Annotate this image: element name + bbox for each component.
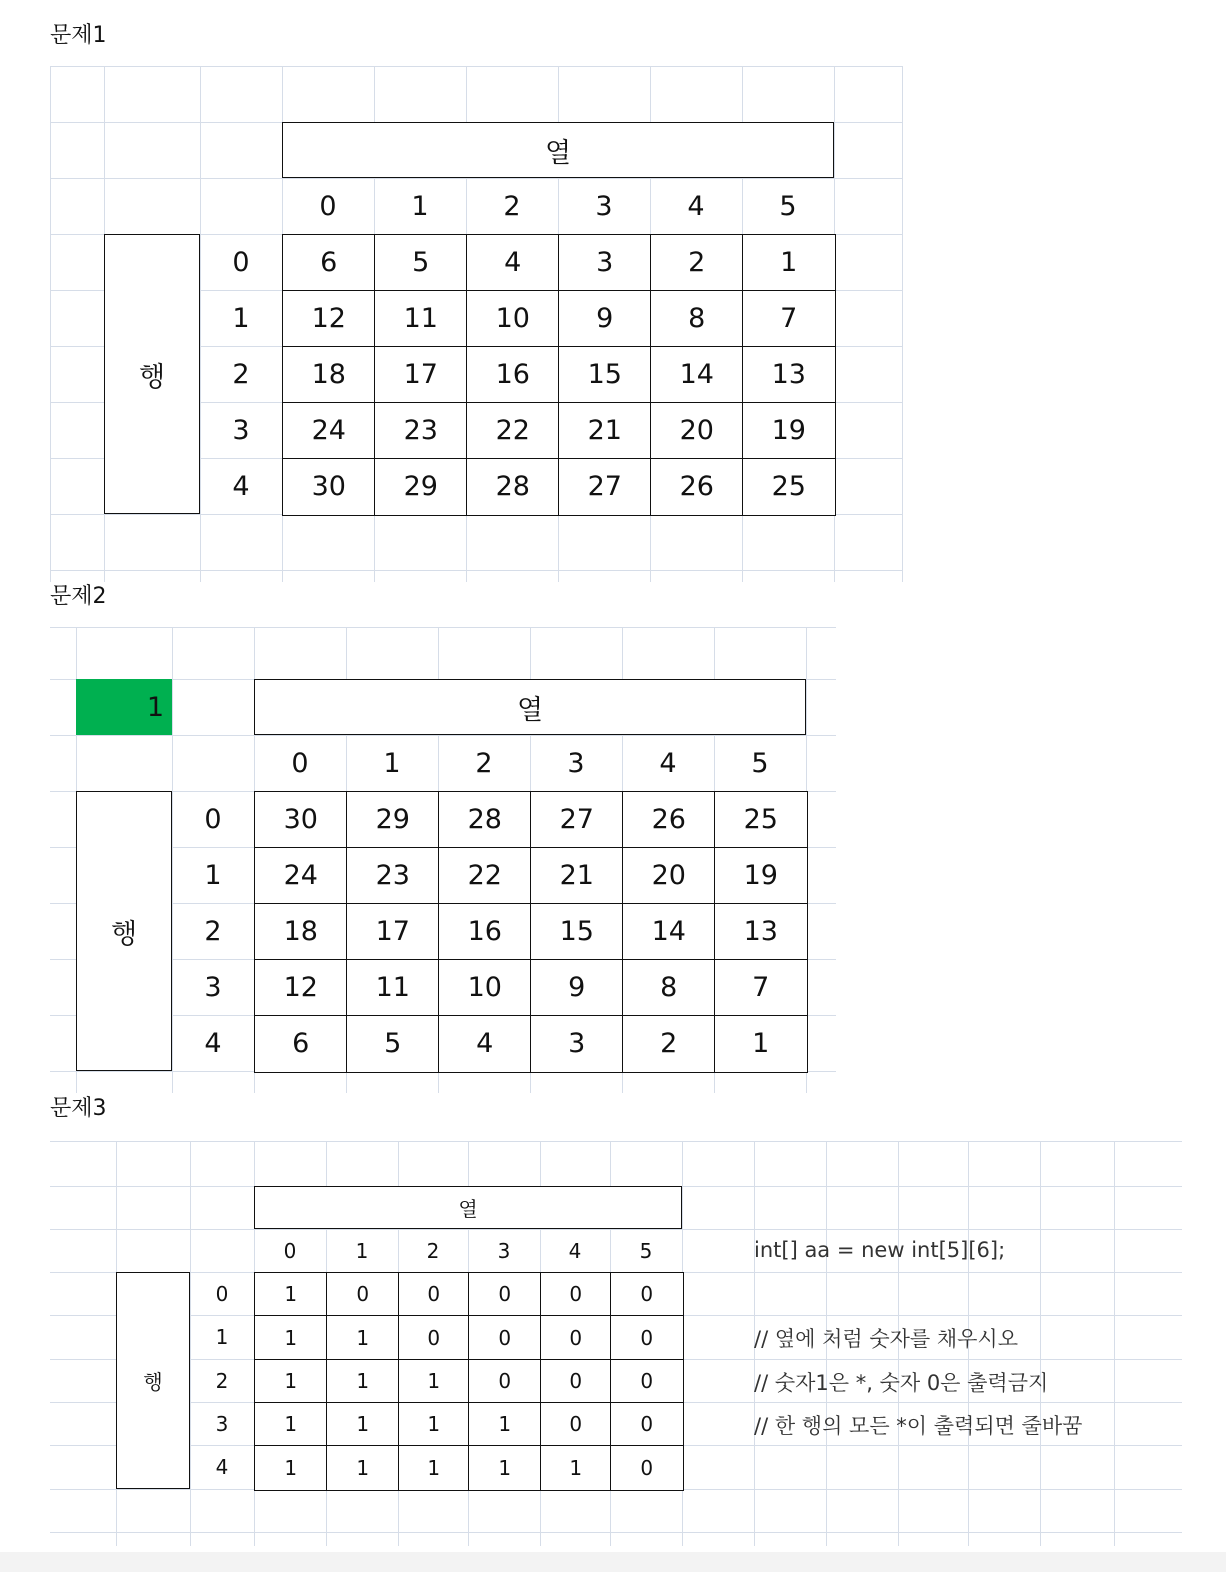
column-index: 4 <box>687 190 705 222</box>
highlighted-cell[interactable]: 1 <box>76 679 172 735</box>
table-cell[interactable]: 8 <box>650 290 744 348</box>
table-cell[interactable]: 12 <box>282 290 376 348</box>
table-cell[interactable]: 0 <box>468 1272 542 1317</box>
table-cell[interactable]: 11 <box>374 290 468 348</box>
gridline-vertical <box>1040 1141 1041 1546</box>
table-cell[interactable]: 1 <box>254 1359 328 1404</box>
table-cell[interactable]: 7 <box>742 290 836 348</box>
code-note: // 한 행의 모든 *이 출력되면 줄바꿈 <box>754 1414 1083 1438</box>
table-cell[interactable]: 24 <box>254 847 348 905</box>
table-cell[interactable]: 28 <box>466 458 560 516</box>
table-cell[interactable]: 0 <box>610 1359 684 1404</box>
row-index: 3 <box>215 1411 229 1436</box>
table-cell[interactable]: 0 <box>468 1315 542 1361</box>
table-cell[interactable]: 25 <box>742 458 836 516</box>
table-cell[interactable]: 1 <box>326 1445 400 1491</box>
table-cell[interactable]: 2 <box>650 234 744 292</box>
table-cell[interactable]: 13 <box>742 346 836 404</box>
column-index: 3 <box>497 1238 511 1263</box>
table-cell[interactable]: 21 <box>530 847 624 905</box>
gridline-vertical <box>902 66 903 582</box>
gridline-horizontal <box>50 66 902 67</box>
table-cell[interactable]: 1 <box>326 1359 400 1404</box>
row-index: 0 <box>204 803 222 835</box>
gridline-vertical <box>50 66 51 582</box>
table-cell[interactable]: 21 <box>558 402 652 460</box>
table-cell[interactable]: 1 <box>540 1445 612 1491</box>
row-index: 2 <box>204 915 222 947</box>
column-index: 5 <box>779 190 797 222</box>
row-header: 행 <box>76 791 172 1071</box>
table-cell[interactable]: 23 <box>374 402 468 460</box>
table-cell[interactable]: 1 <box>398 1402 470 1447</box>
column-index: 2 <box>503 190 521 222</box>
table-cell[interactable]: 0 <box>540 1272 612 1317</box>
row-index: 4 <box>215 1455 229 1479</box>
gridline-horizontal <box>50 570 902 571</box>
code-note: int[] aa = new int[5][6]; <box>754 1238 1006 1262</box>
table-cell[interactable]: 23 <box>346 847 440 905</box>
table-cell[interactable]: 0 <box>468 1359 542 1404</box>
row-index: 1 <box>232 302 250 334</box>
code-note: // 옆에 처럼 숫자를 채우시오 <box>754 1327 1018 1351</box>
table-cell[interactable]: 17 <box>346 903 440 961</box>
row-index: 3 <box>232 414 250 446</box>
table-cell[interactable]: 24 <box>282 402 376 460</box>
gridline-horizontal <box>50 1141 1182 1142</box>
column-index: 3 <box>595 190 613 222</box>
column-index: 2 <box>426 1238 440 1263</box>
table-cell[interactable]: 1 <box>326 1315 400 1361</box>
problem3-title: 문제3 <box>50 1096 107 1121</box>
table-cell[interactable]: 0 <box>540 1402 612 1447</box>
table-cell[interactable]: 14 <box>650 346 744 404</box>
table-cell[interactable]: 0 <box>610 1445 684 1491</box>
table-cell[interactable]: 11 <box>346 959 440 1017</box>
table-cell[interactable]: 6 <box>282 234 376 292</box>
table-cell[interactable]: 15 <box>530 903 624 961</box>
table-cell[interactable]: 4 <box>466 234 560 292</box>
table-cell[interactable]: 1 <box>254 1402 328 1447</box>
table-cell[interactable]: 17 <box>374 346 468 404</box>
table-cell[interactable]: 28 <box>438 791 532 849</box>
table-cell[interactable]: 9 <box>530 959 624 1017</box>
table-cell[interactable]: 3 <box>558 234 652 292</box>
table-cell[interactable]: 4 <box>438 1015 532 1073</box>
table-cell[interactable]: 1 <box>468 1445 542 1491</box>
table-cell[interactable]: 29 <box>374 458 468 516</box>
table-cell[interactable]: 27 <box>558 458 652 516</box>
table-cell[interactable]: 1 <box>398 1445 470 1491</box>
row-index: 3 <box>204 971 222 1003</box>
table-cell[interactable]: 0 <box>540 1359 612 1404</box>
column-index: 5 <box>639 1238 653 1263</box>
row-index: 2 <box>215 1368 229 1393</box>
table-cell[interactable]: 5 <box>374 234 468 292</box>
gridline-vertical <box>1114 1141 1115 1546</box>
column-index: 1 <box>355 1238 369 1263</box>
problem1-title: 문제1 <box>50 23 107 48</box>
table-cell[interactable]: 1 <box>254 1272 328 1317</box>
column-index: 4 <box>659 747 677 779</box>
column-index: 4 <box>568 1238 582 1263</box>
table-cell[interactable]: 7 <box>714 959 808 1017</box>
table-cell[interactable]: 30 <box>254 791 348 849</box>
table-cell[interactable]: 30 <box>282 458 376 516</box>
table-cell[interactable]: 3 <box>530 1015 624 1073</box>
row-index: 0 <box>232 246 250 278</box>
table-cell[interactable]: 1 <box>468 1402 542 1447</box>
table-cell[interactable]: 26 <box>650 458 744 516</box>
column-index: 1 <box>411 190 429 222</box>
table-cell[interactable]: 18 <box>282 346 376 404</box>
table-cell[interactable]: 1 <box>742 234 836 292</box>
row-index: 1 <box>204 859 222 891</box>
table-cell[interactable]: 14 <box>622 903 716 961</box>
table-cell[interactable]: 1 <box>326 1402 400 1447</box>
table-cell[interactable]: 0 <box>398 1272 470 1317</box>
table-cell[interactable]: 0 <box>610 1272 684 1317</box>
row-index: 1 <box>215 1325 229 1349</box>
table-cell[interactable]: 25 <box>714 791 808 849</box>
table-cell[interactable]: 16 <box>466 346 560 404</box>
table-cell[interactable]: 27 <box>530 791 624 849</box>
code-note: // 숫자1은 *, 숫자 0은 출력금지 <box>754 1371 1049 1395</box>
table-cell[interactable]: 15 <box>558 346 652 404</box>
row-index: 4 <box>204 1027 222 1059</box>
table-cell[interactable]: 0 <box>540 1315 612 1361</box>
column-header: 열 <box>254 679 806 735</box>
table-cell[interactable]: 12 <box>254 959 348 1017</box>
column-header: 열 <box>282 122 834 178</box>
table-cell[interactable]: 1 <box>254 1445 328 1491</box>
table-cell[interactable]: 19 <box>742 402 836 460</box>
row-index: 0 <box>215 1281 229 1306</box>
column-index: 0 <box>283 1238 297 1263</box>
table-cell[interactable]: 10 <box>466 290 560 348</box>
table-cell[interactable]: 26 <box>622 791 716 849</box>
problem2-title: 문제2 <box>50 584 107 609</box>
gridline-horizontal <box>50 1532 1182 1533</box>
gridline-horizontal <box>50 627 836 628</box>
table-cell[interactable]: 1 <box>714 1015 808 1073</box>
table-cell[interactable]: 0 <box>326 1272 400 1317</box>
table-cell[interactable]: 0 <box>610 1315 684 1361</box>
table-cell[interactable]: 22 <box>466 402 560 460</box>
column-header: 열 <box>254 1186 682 1229</box>
table-cell[interactable]: 20 <box>622 847 716 905</box>
table-cell[interactable]: 1 <box>254 1315 328 1361</box>
table-cell[interactable]: 9 <box>558 290 652 348</box>
table-cell[interactable]: 1 <box>398 1359 470 1404</box>
column-index: 1 <box>383 747 401 779</box>
table-cell[interactable]: 8 <box>622 959 716 1017</box>
table-cell[interactable]: 6 <box>254 1015 348 1073</box>
table-cell[interactable]: 13 <box>714 903 808 961</box>
column-index: 5 <box>751 747 769 779</box>
column-index: 2 <box>475 747 493 779</box>
table-cell[interactable]: 5 <box>346 1015 440 1073</box>
table-cell[interactable]: 19 <box>714 847 808 905</box>
row-header: 행 <box>104 234 200 514</box>
table-cell[interactable]: 16 <box>438 903 532 961</box>
column-index: 0 <box>291 747 309 779</box>
window-bottom-edge <box>0 1552 1226 1572</box>
column-index: 3 <box>567 747 585 779</box>
table-cell[interactable]: 18 <box>254 903 348 961</box>
row-index: 4 <box>232 470 250 502</box>
column-index: 0 <box>319 190 337 222</box>
table-cell[interactable]: 10 <box>438 959 532 1017</box>
table-cell[interactable]: 29 <box>346 791 440 849</box>
table-cell[interactable]: 0 <box>398 1315 470 1361</box>
table-cell[interactable]: 20 <box>650 402 744 460</box>
table-cell[interactable]: 0 <box>610 1402 684 1447</box>
table-cell[interactable]: 22 <box>438 847 532 905</box>
row-header: 행 <box>116 1272 190 1489</box>
row-index: 2 <box>232 358 250 390</box>
table-cell[interactable]: 2 <box>622 1015 716 1073</box>
